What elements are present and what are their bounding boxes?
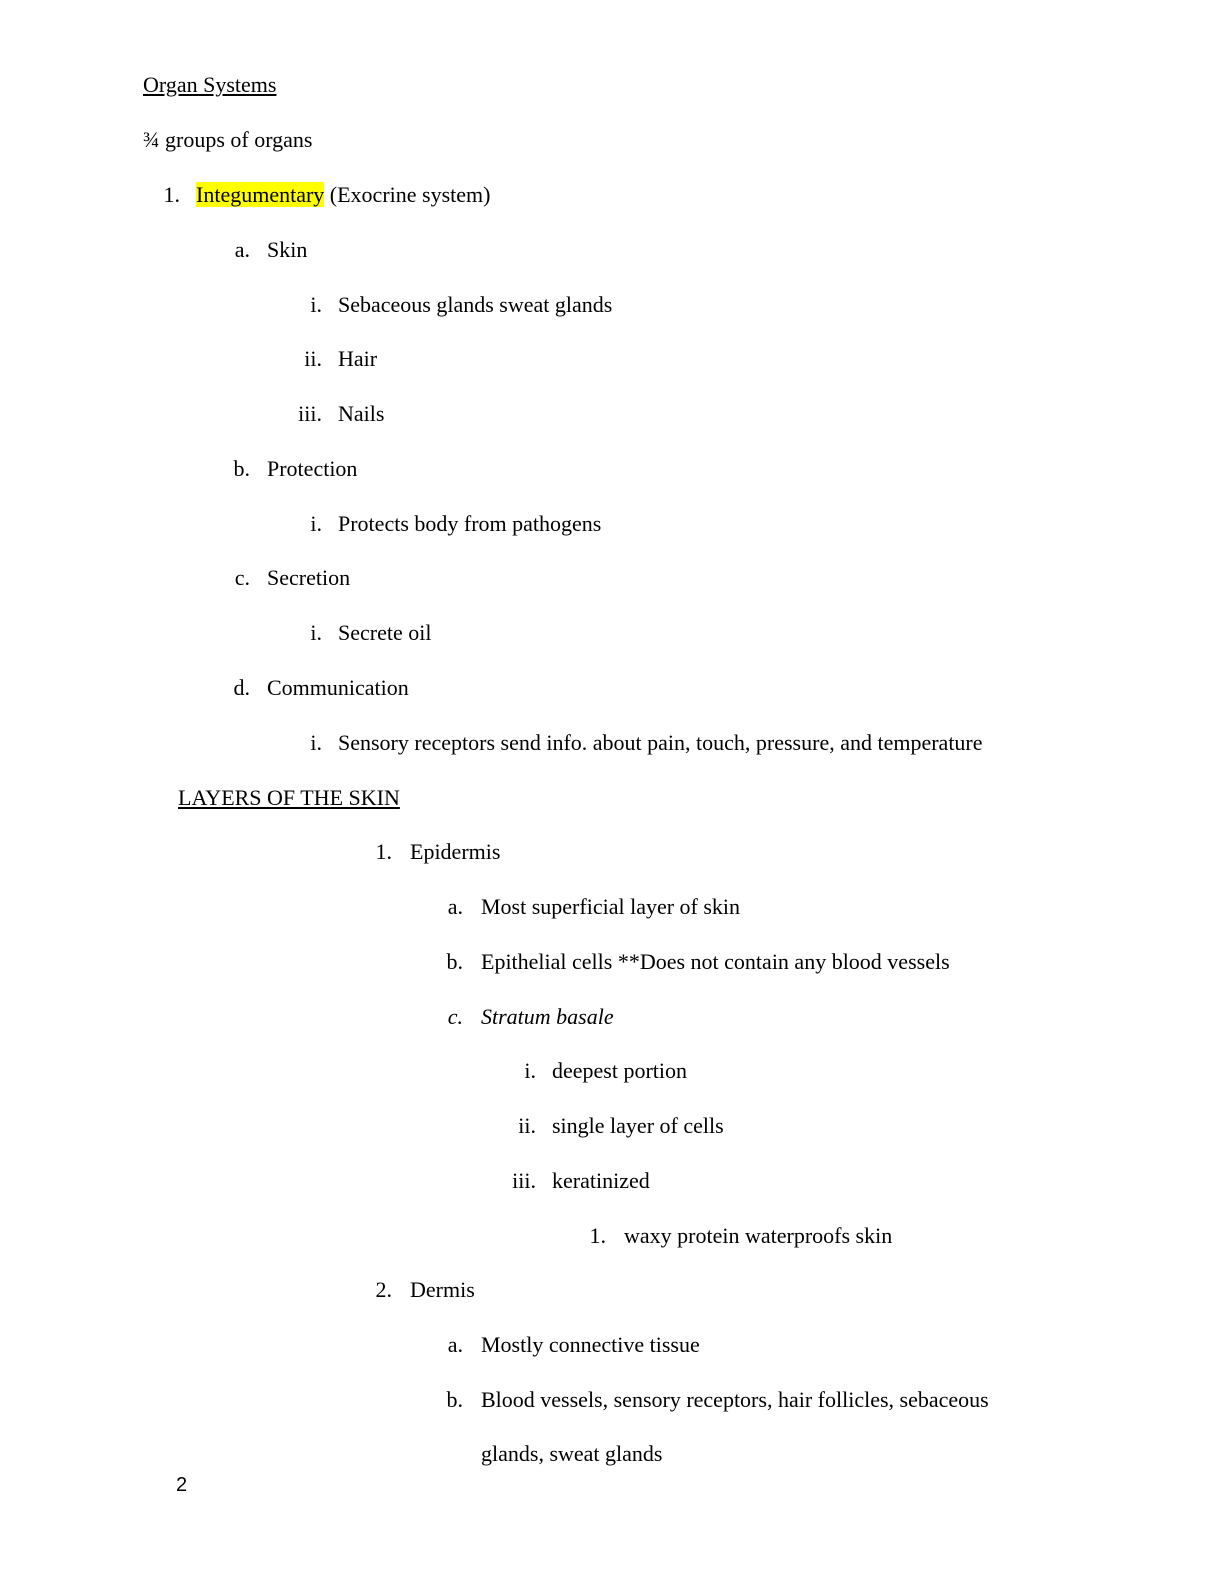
list-item-label: Skin xyxy=(267,237,308,262)
list-marker: i. xyxy=(310,511,322,536)
list-marker: b. xyxy=(446,949,463,974)
list-marker: i. xyxy=(310,292,322,317)
list-item-label: glands, sweat glands xyxy=(481,1441,663,1466)
page-number: 2 xyxy=(176,1474,188,1496)
list-marker: d. xyxy=(233,675,250,700)
list-item-label: Sebaceous glands sweat glands xyxy=(338,292,613,317)
list-marker: b. xyxy=(446,1387,463,1412)
system-title-rest: (Exocrine system) xyxy=(324,182,491,207)
list-item-label: Blood vessels, sensory receptors, hair follicles, sebaceous xyxy=(481,1387,989,1412)
highlighted-term: Integumentary xyxy=(196,182,325,207)
document-heading: Organ Systems xyxy=(143,72,277,97)
list-marker: ii. xyxy=(304,346,322,371)
list-marker: 1. xyxy=(589,1223,606,1248)
list-item-label: Hair xyxy=(338,346,378,371)
list-item-label: Protects body from pathogens xyxy=(338,511,602,536)
list-item-label: Sensory receptors send info. about pain, touch, pressure, and temperature xyxy=(338,730,983,755)
list-marker: iii. xyxy=(298,401,322,426)
list-marker: c. xyxy=(234,565,250,590)
list-marker: b. xyxy=(233,456,250,481)
section-heading: LAYERS OF THE SKIN xyxy=(178,785,400,810)
list-item-label: deepest portion xyxy=(552,1058,688,1083)
list-item-label: Mostly connective tissue xyxy=(481,1332,700,1357)
list-marker: a. xyxy=(447,1332,463,1357)
list-item-label: Secretion xyxy=(267,565,351,590)
list-item-label: single layer of cells xyxy=(552,1113,724,1138)
list-marker: 1. xyxy=(375,839,392,864)
list-marker: iii. xyxy=(512,1168,536,1193)
list-item-label: Protection xyxy=(267,456,358,481)
list-marker: 2. xyxy=(375,1277,392,1302)
list-marker: a. xyxy=(447,894,463,919)
list-marker: i. xyxy=(310,620,322,645)
list-item-label: Nails xyxy=(338,401,385,426)
list-item-label: Communication xyxy=(267,675,409,700)
list-marker: a. xyxy=(234,237,250,262)
document-subheading: ¾ groups of organs xyxy=(143,127,313,152)
list-item-label: Epidermis xyxy=(410,839,501,864)
list-item-label: Most superficial layer of skin xyxy=(481,894,741,919)
list-marker: 1. xyxy=(163,182,180,207)
list-marker: i. xyxy=(310,730,322,755)
list-item-label: keratinized xyxy=(552,1168,650,1193)
list-marker: i. xyxy=(524,1058,536,1083)
system-title xyxy=(196,182,490,208)
list-item-label: waxy protein waterproofs skin xyxy=(624,1223,893,1248)
list-item-label: Stratum basale xyxy=(481,1004,614,1029)
list-marker: ii. xyxy=(518,1113,536,1138)
list-item-label: Secrete oil xyxy=(338,620,432,645)
list-item-label: Epithelial cells **Does not contain any blood vessels xyxy=(481,949,950,974)
list-item-label: Dermis xyxy=(410,1277,475,1302)
list-marker: c. xyxy=(447,1004,463,1029)
